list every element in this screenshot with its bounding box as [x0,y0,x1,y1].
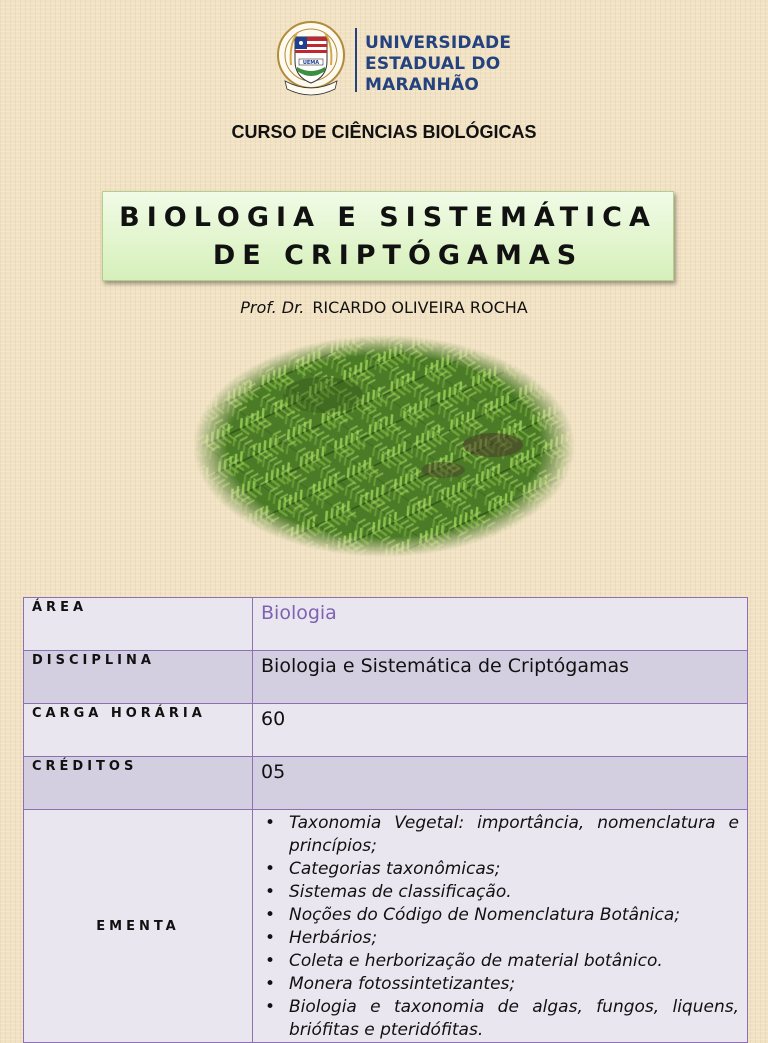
university-logo [275,15,512,105]
list-item: • Herbários; [289,927,739,950]
table-row [24,757,748,810]
logo-line-3: MARANHÃO [365,75,479,95]
logo-divider [355,28,357,92]
list-item: • Taxonomia Vegetal: importância, nomenclatura e princípios; [289,812,739,858]
list-item: • Noções do Código de Nomenclatura Botânica; [289,904,739,927]
course-info-table [23,597,748,1043]
workload-value: 60 [253,704,748,757]
svg-text:UEMA: UEMA [302,60,320,66]
discipline-value: Biologia e Sistemática de Criptógamas [253,651,748,704]
area-value: Biologia [253,598,748,651]
list-item: • Biologia e taxonomia de algas, fungos, liquens, briófitas e pteridófitas. [289,996,739,1042]
table-row [24,704,748,757]
workload-label: CARGA HORÁRIA [24,704,253,757]
course-title: CURSO DE CIÊNCIAS BIOLÓGICAS [231,122,537,142]
logo-line-1: UNIVERSIDADE [365,33,512,53]
logo-text [365,33,511,96]
credits-value: 05 [253,757,748,810]
professor-name: RICARDO OLIVEIRA ROCHA [312,298,528,317]
ementa-list [259,812,739,1042]
professor-prefix: Prof. Dr. [240,298,305,317]
list-item: • Sistemas de classificação. [289,881,739,904]
list-item: • Categorias taxonômicas; [289,858,739,881]
uema-seal-icon [275,15,347,101]
title-line-2: DE CRIPTÓGAMAS [212,240,584,271]
professor [0,298,768,317]
area-label: ÁREA [24,598,253,651]
title-line-1: BIOLOGIA E SISTEMÁTICA [119,202,657,233]
credits-label: CRÉDITOS [24,757,253,810]
discipline-label: DISCIPLINA [24,651,253,704]
table-row [24,598,748,651]
list-item: • Coleta e herborização de material botânico. [289,950,739,973]
table-row [24,651,748,704]
fern-photo [193,335,575,557]
ementa-label: EMENTA [24,810,253,1043]
ementa-content [253,810,748,1043]
logo-line-2: ESTADUAL DO [365,54,501,74]
list-item: • Monera fotossintetizantes; [289,973,739,996]
title-box [102,191,674,281]
table-row [24,810,748,1043]
